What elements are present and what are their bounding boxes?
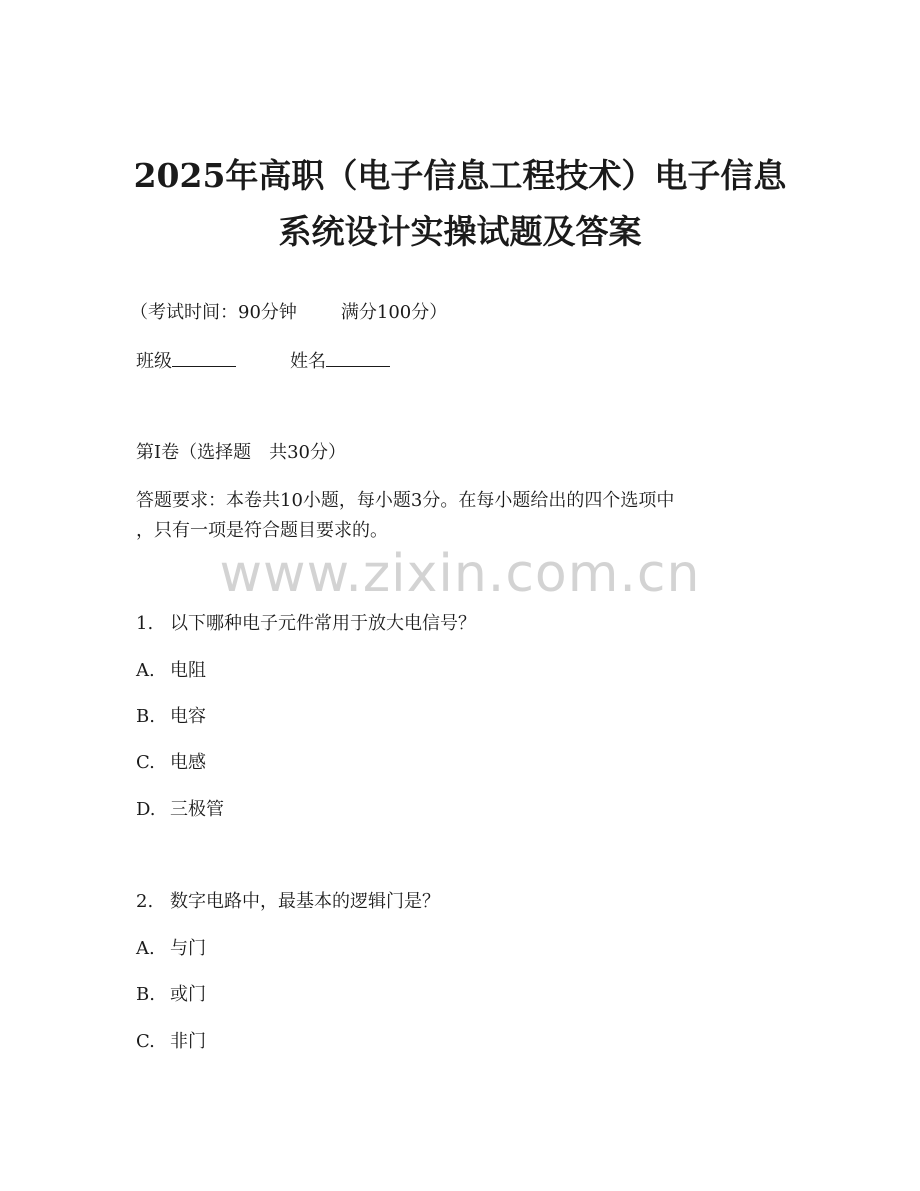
question-number: 2. (136, 891, 154, 912)
option-text: 电阻 (170, 660, 206, 681)
question-1-option-b (136, 704, 206, 730)
full-score: 满分100分） (340, 302, 448, 323)
question-number: 1. (136, 613, 154, 634)
option-letter: A. (136, 938, 155, 959)
name-blank (326, 348, 390, 367)
option-text: 或门 (170, 984, 206, 1005)
question-text: 数字电路中，最基本的逻辑门是？ (170, 891, 440, 912)
question-1-option-a (136, 658, 206, 684)
option-letter: B. (136, 984, 155, 1005)
question-1-option-d (136, 797, 224, 823)
question-2 (136, 889, 440, 915)
exam-time: （考试时间：90分钟 (130, 302, 297, 323)
option-text: 与门 (170, 938, 206, 959)
question-2-option-c (136, 1029, 206, 1055)
question-2-option-a (136, 936, 206, 962)
student-info (136, 348, 390, 375)
name-label: 姓名 (290, 351, 326, 372)
option-text: 非门 (170, 1031, 206, 1052)
question-2-option-b (136, 982, 206, 1008)
title-line-1: 2025年高职（电子信息工程技术）电子信息 (133, 156, 787, 195)
option-text: 三极管 (170, 799, 224, 820)
option-letter: C. (136, 752, 155, 773)
question-1 (136, 611, 476, 637)
option-letter: C. (136, 1031, 155, 1052)
option-letter: A. (136, 660, 155, 681)
watermark: www.zixin.com.cn (219, 544, 701, 604)
option-letter: B. (136, 706, 155, 727)
class-blank (172, 348, 236, 367)
option-letter: D. (136, 799, 156, 820)
document-title (100, 148, 820, 260)
section-title: 第Ⅰ卷（选择题 共30分） (136, 442, 347, 463)
exam-info (130, 300, 447, 326)
class-label: 班级 (136, 351, 172, 372)
title-line-2: 系统设计实操试题及答案 (278, 212, 642, 251)
question-text: 以下哪种电子元件常用于放大电信号？ (170, 613, 476, 634)
instructions-line-1: 答题要求：本卷共10小题，每小题3分。在每小题给出的四个选项中 (136, 490, 675, 511)
instructions-line-2: ，只有一项是符合题目要求的。 (136, 520, 388, 541)
option-text: 电感 (170, 752, 206, 773)
option-text: 电容 (170, 706, 206, 727)
question-1-option-c (136, 750, 206, 776)
